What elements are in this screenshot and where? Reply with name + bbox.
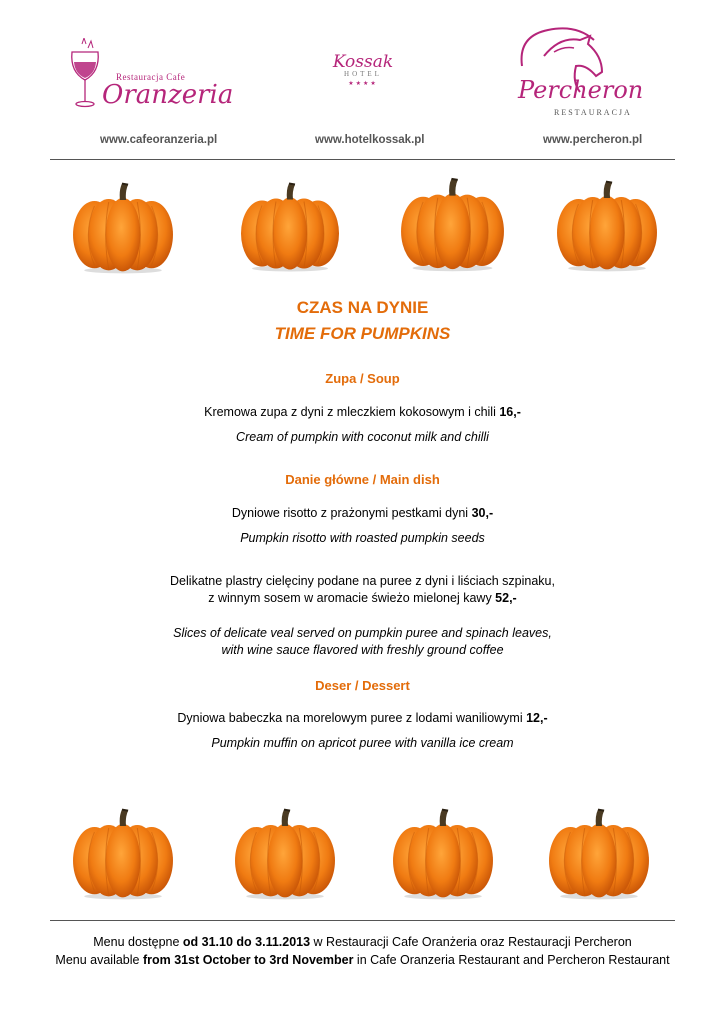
- pumpkin-image: [400, 175, 505, 273]
- hotel-kossak-logo: [318, 52, 408, 108]
- menu-item-pl: Dyniowe risotto z prażonymi pestkami dyni 30,-: [231, 506, 494, 520]
- section-heading-main: Danie główne / Main dish: [285, 472, 440, 487]
- percheron-line1: Percheron: [518, 76, 644, 104]
- hotel-kossak-line1: Kossak: [332, 52, 394, 72]
- section-heading-soup: Zupa / Soup: [325, 371, 400, 386]
- header-divider: [50, 159, 675, 160]
- pumpkin-image: [548, 806, 650, 901]
- menu-item-en-line1: Slices of delicate veal served on pumpkin puree and spinach leaves,: [173, 626, 552, 640]
- title-en: TIME FOR PUMPKINS: [274, 324, 451, 343]
- pumpkin-image: [392, 806, 494, 901]
- menu-item-en-line2: with wine sauce flavored with freshly ground coffee: [221, 643, 504, 657]
- pumpkin-image: [556, 178, 658, 273]
- pumpkin-image: [72, 806, 174, 901]
- cafeoranzeria-link[interactable]: www.cafeoranzeria.pl: [100, 134, 218, 146]
- hotel-kossak-line2: HOTEL: [344, 70, 382, 78]
- percheron-logo: [514, 26, 644, 122]
- pumpkin-image: [240, 180, 340, 273]
- percheron-line2: RESTAURACJA: [554, 108, 632, 117]
- footer-divider: [50, 920, 675, 921]
- cafe-oranzeria-line1: Restauracja Cafe: [116, 72, 186, 82]
- menu-item-pl: Dyniowa babeczka na morelowym puree z lodami waniliowymi 12,-: [177, 711, 548, 725]
- cafe-oranzeria-line2: Oranzeria: [102, 80, 234, 110]
- menu-item-price: 52,-: [495, 591, 517, 605]
- footer-en: Menu available from 31st October to 3rd November in Cafe Oranzeria Restaurant and Percheron Restaurant: [55, 953, 670, 967]
- title-pl: CZAS NA DYNIE: [296, 298, 429, 317]
- menu-item-price: 16,-: [499, 405, 521, 419]
- menu-item-price: 12,-: [526, 711, 548, 725]
- cafe-oranzeria-logo: [68, 38, 234, 120]
- footer-pl: Menu dostępne od 31.10 do 3.11.2013 w Restauracji Cafe Oranżeria oraz Restauracji Percheron: [93, 935, 632, 949]
- pumpkin-image: [234, 806, 336, 901]
- menu-item-en: Pumpkin risotto with roasted pumpkin seeds: [240, 531, 485, 545]
- menu-item-price: 30,-: [471, 506, 494, 520]
- menu-item-en: Pumpkin muffin on apricot puree with vanilla ice cream: [211, 736, 514, 750]
- menu-item-pl-line1: Delikatne plastry cielęciny podane na puree z dyni i liściach szpinaku,: [170, 574, 555, 588]
- menu-item-en: Cream of pumpkin with coconut milk and chilli: [236, 430, 489, 444]
- pumpkin-image: [72, 180, 174, 275]
- menu-item-pl-line2: z winnym sosem w aromacie świeżo mielonej kawy 52,-: [208, 591, 517, 605]
- menu-item-pl: Kremowa zupa z dyni z mleczkiem kokosowym i chili 16,-: [204, 405, 521, 419]
- percheron-link[interactable]: www.percheron.pl: [543, 134, 643, 146]
- section-heading-dessert: Deser / Dessert: [315, 678, 410, 693]
- hotel-kossak-stars: ★★★★: [348, 81, 378, 87]
- hotelkossak-link[interactable]: www.hotelkossak.pl: [315, 134, 425, 146]
